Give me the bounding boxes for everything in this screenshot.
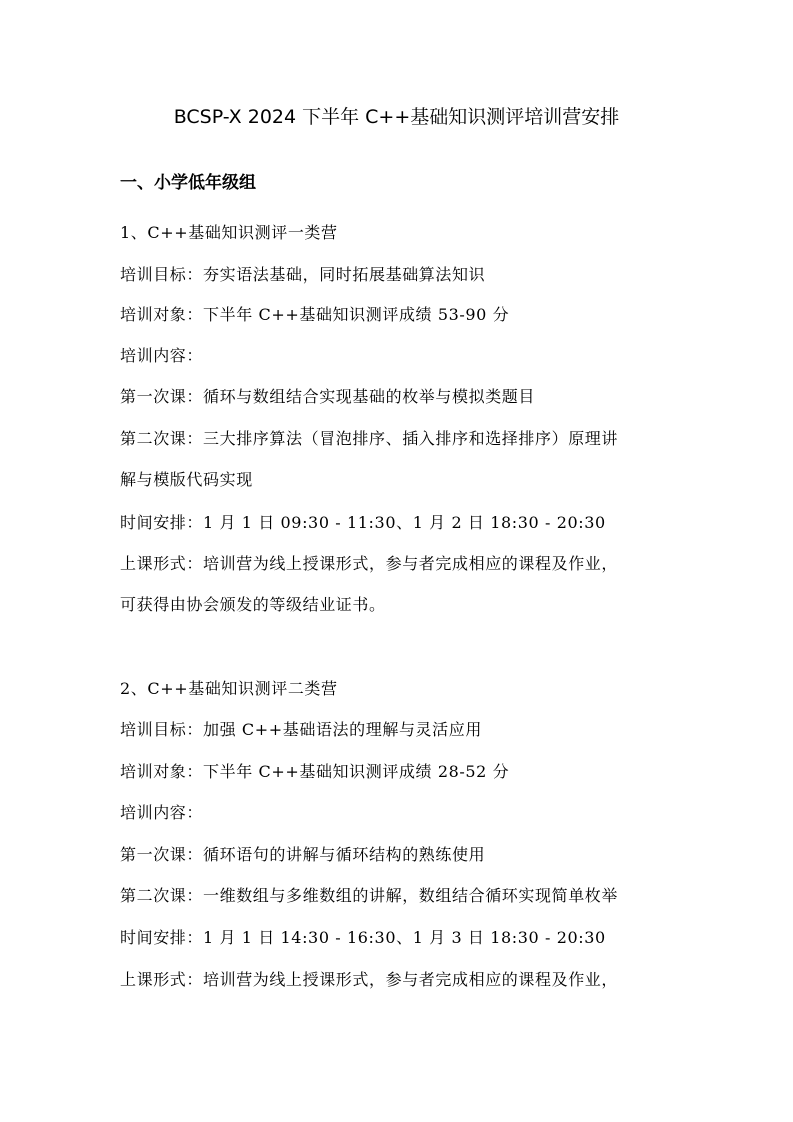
camp1-content-label: 培训内容： [120, 346, 204, 365]
camp2-goal: 培训目标：加强 C++基础语法的理解与灵活应用 [120, 720, 482, 739]
camp1-target: 培训对象：下半年 C++基础知识测评成绩 53-90 分 [120, 305, 510, 324]
camp2-content-label: 培训内容： [120, 803, 204, 822]
camp1-format-line2: 可获得由协会颁发的等级结业证书。 [120, 595, 386, 614]
document-title: BCSP-X 2024 下半年 C++基础知识测评培训营安排 [173, 106, 620, 128]
camp2-heading: 2、C++基础知识测评二类营 [120, 679, 338, 698]
camp1-heading: 1、C++基础知识测评一类营 [120, 223, 338, 242]
camp2-lesson1: 第一次课：循环语句的讲解与循环结构的熟练使用 [120, 845, 486, 864]
camp1-lesson1: 第一次课：循环与数组结合实现基础的枚举与模拟类题目 [120, 387, 536, 406]
camp2-format-line1: 上课形式：培训营为线上授课形式，参与者完成相应的课程及作业， [120, 970, 619, 989]
section-heading-primary-lower: 一、小学低年级组 [120, 173, 256, 193]
camp1-schedule: 时间安排：1 月 1 日 09:30 - 11:30、1 月 2 日 18:30 - 20:30 [120, 513, 606, 532]
camp2-lesson2: 第二次课：一维数组与多维数组的讲解，数组结合循环实现简单枚举 [120, 886, 619, 905]
camp1-format-line1: 上课形式：培训营为线上授课形式，参与者完成相应的课程及作业， [120, 554, 619, 573]
camp1-goal: 培训目标：夯实语法基础，同时拓展基础算法知识 [120, 265, 486, 284]
camp2-target: 培训对象：下半年 C++基础知识测评成绩 28-52 分 [120, 762, 510, 781]
camp1-lesson2-line1: 第二次课：三大排序算法（冒泡排序、插入排序和选择排序）原理讲 [120, 429, 619, 448]
camp2-schedule: 时间安排：1 月 1 日 14:30 - 16:30、1 月 3 日 18:30 - 20:30 [120, 928, 606, 947]
camp1-lesson2-line2: 解与模版代码实现 [120, 470, 253, 489]
